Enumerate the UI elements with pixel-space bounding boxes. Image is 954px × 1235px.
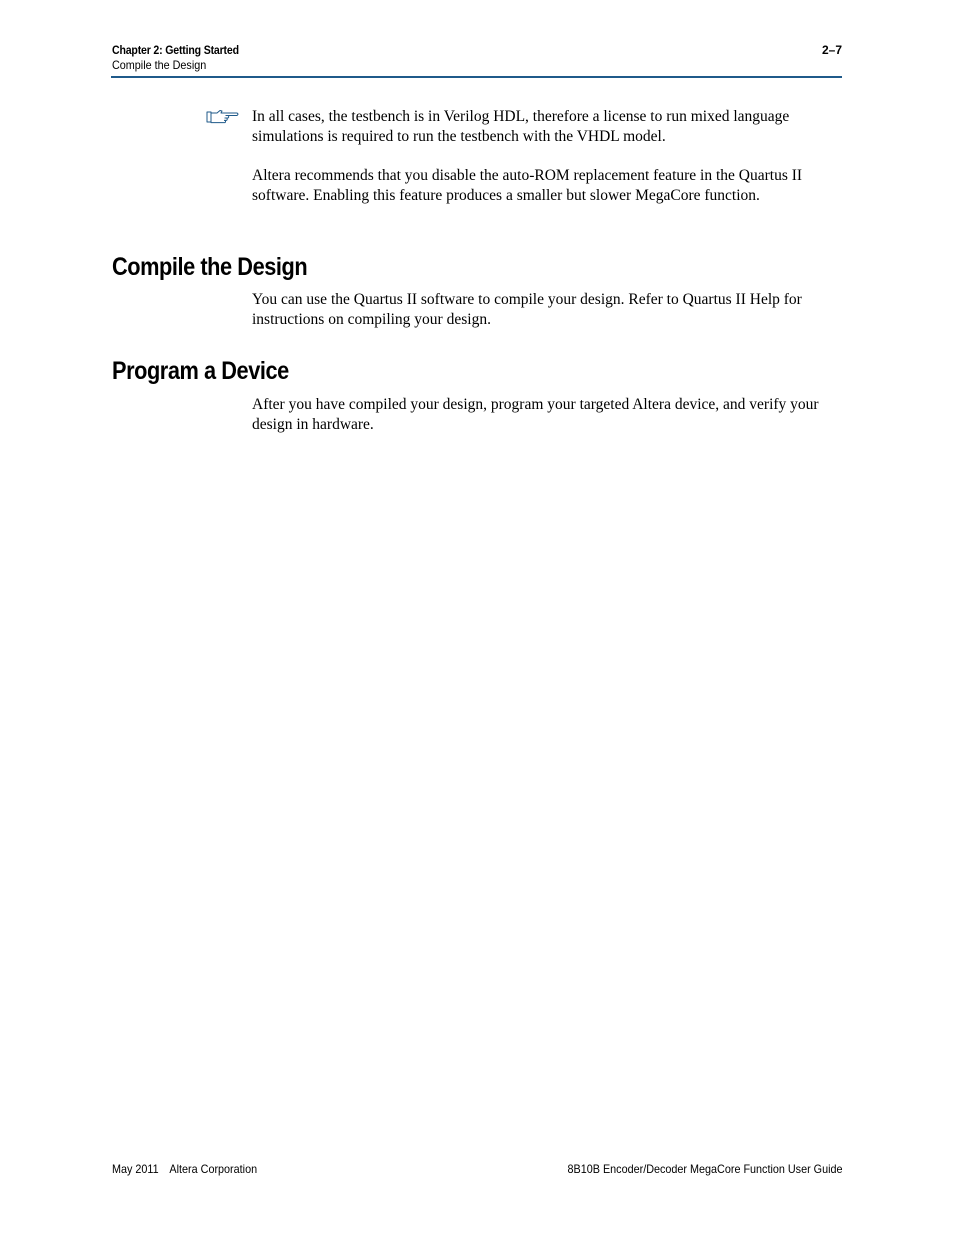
running-header-chapter: Chapter 2: Getting Started — [112, 43, 239, 57]
header-divider — [111, 76, 842, 78]
compile-design-heading: Compile the Design — [112, 253, 308, 281]
footer-document-title: 8B10B Encoder/Decoder MegaCore Function User Guide — [567, 1162, 842, 1176]
rom-replacement-paragraph: Altera recommends that you disable the auto-ROM replacement feature in the Quartus II software. Enabling this feature produces a smaller but slower MegaCore function. — [252, 167, 803, 204]
pointing-hand-icon — [206, 108, 240, 124]
program-device-heading: Program a Device — [112, 357, 289, 385]
page-number: 2–7 — [821, 43, 842, 57]
compile-design-paragraph: You can use the Quartus II software to compile your design. Refer to Quartus II Help for instructions on compiling your design. — [252, 291, 802, 328]
program-device-paragraph: After you have compiled your design, program your targeted Altera device, and verify your design in hardware. — [252, 396, 819, 433]
note-text: In all cases, the testbench is in Verilog HDL, therefore a license to run mixed language simulations is required to run the testbench with the VHDL model. — [252, 108, 790, 145]
footer-date: May 2011 — [112, 1162, 159, 1176]
footer-left — [112, 1162, 257, 1176]
footer-company: Altera Corporation — [169, 1162, 258, 1176]
running-header-section: Compile the Design — [112, 58, 207, 72]
